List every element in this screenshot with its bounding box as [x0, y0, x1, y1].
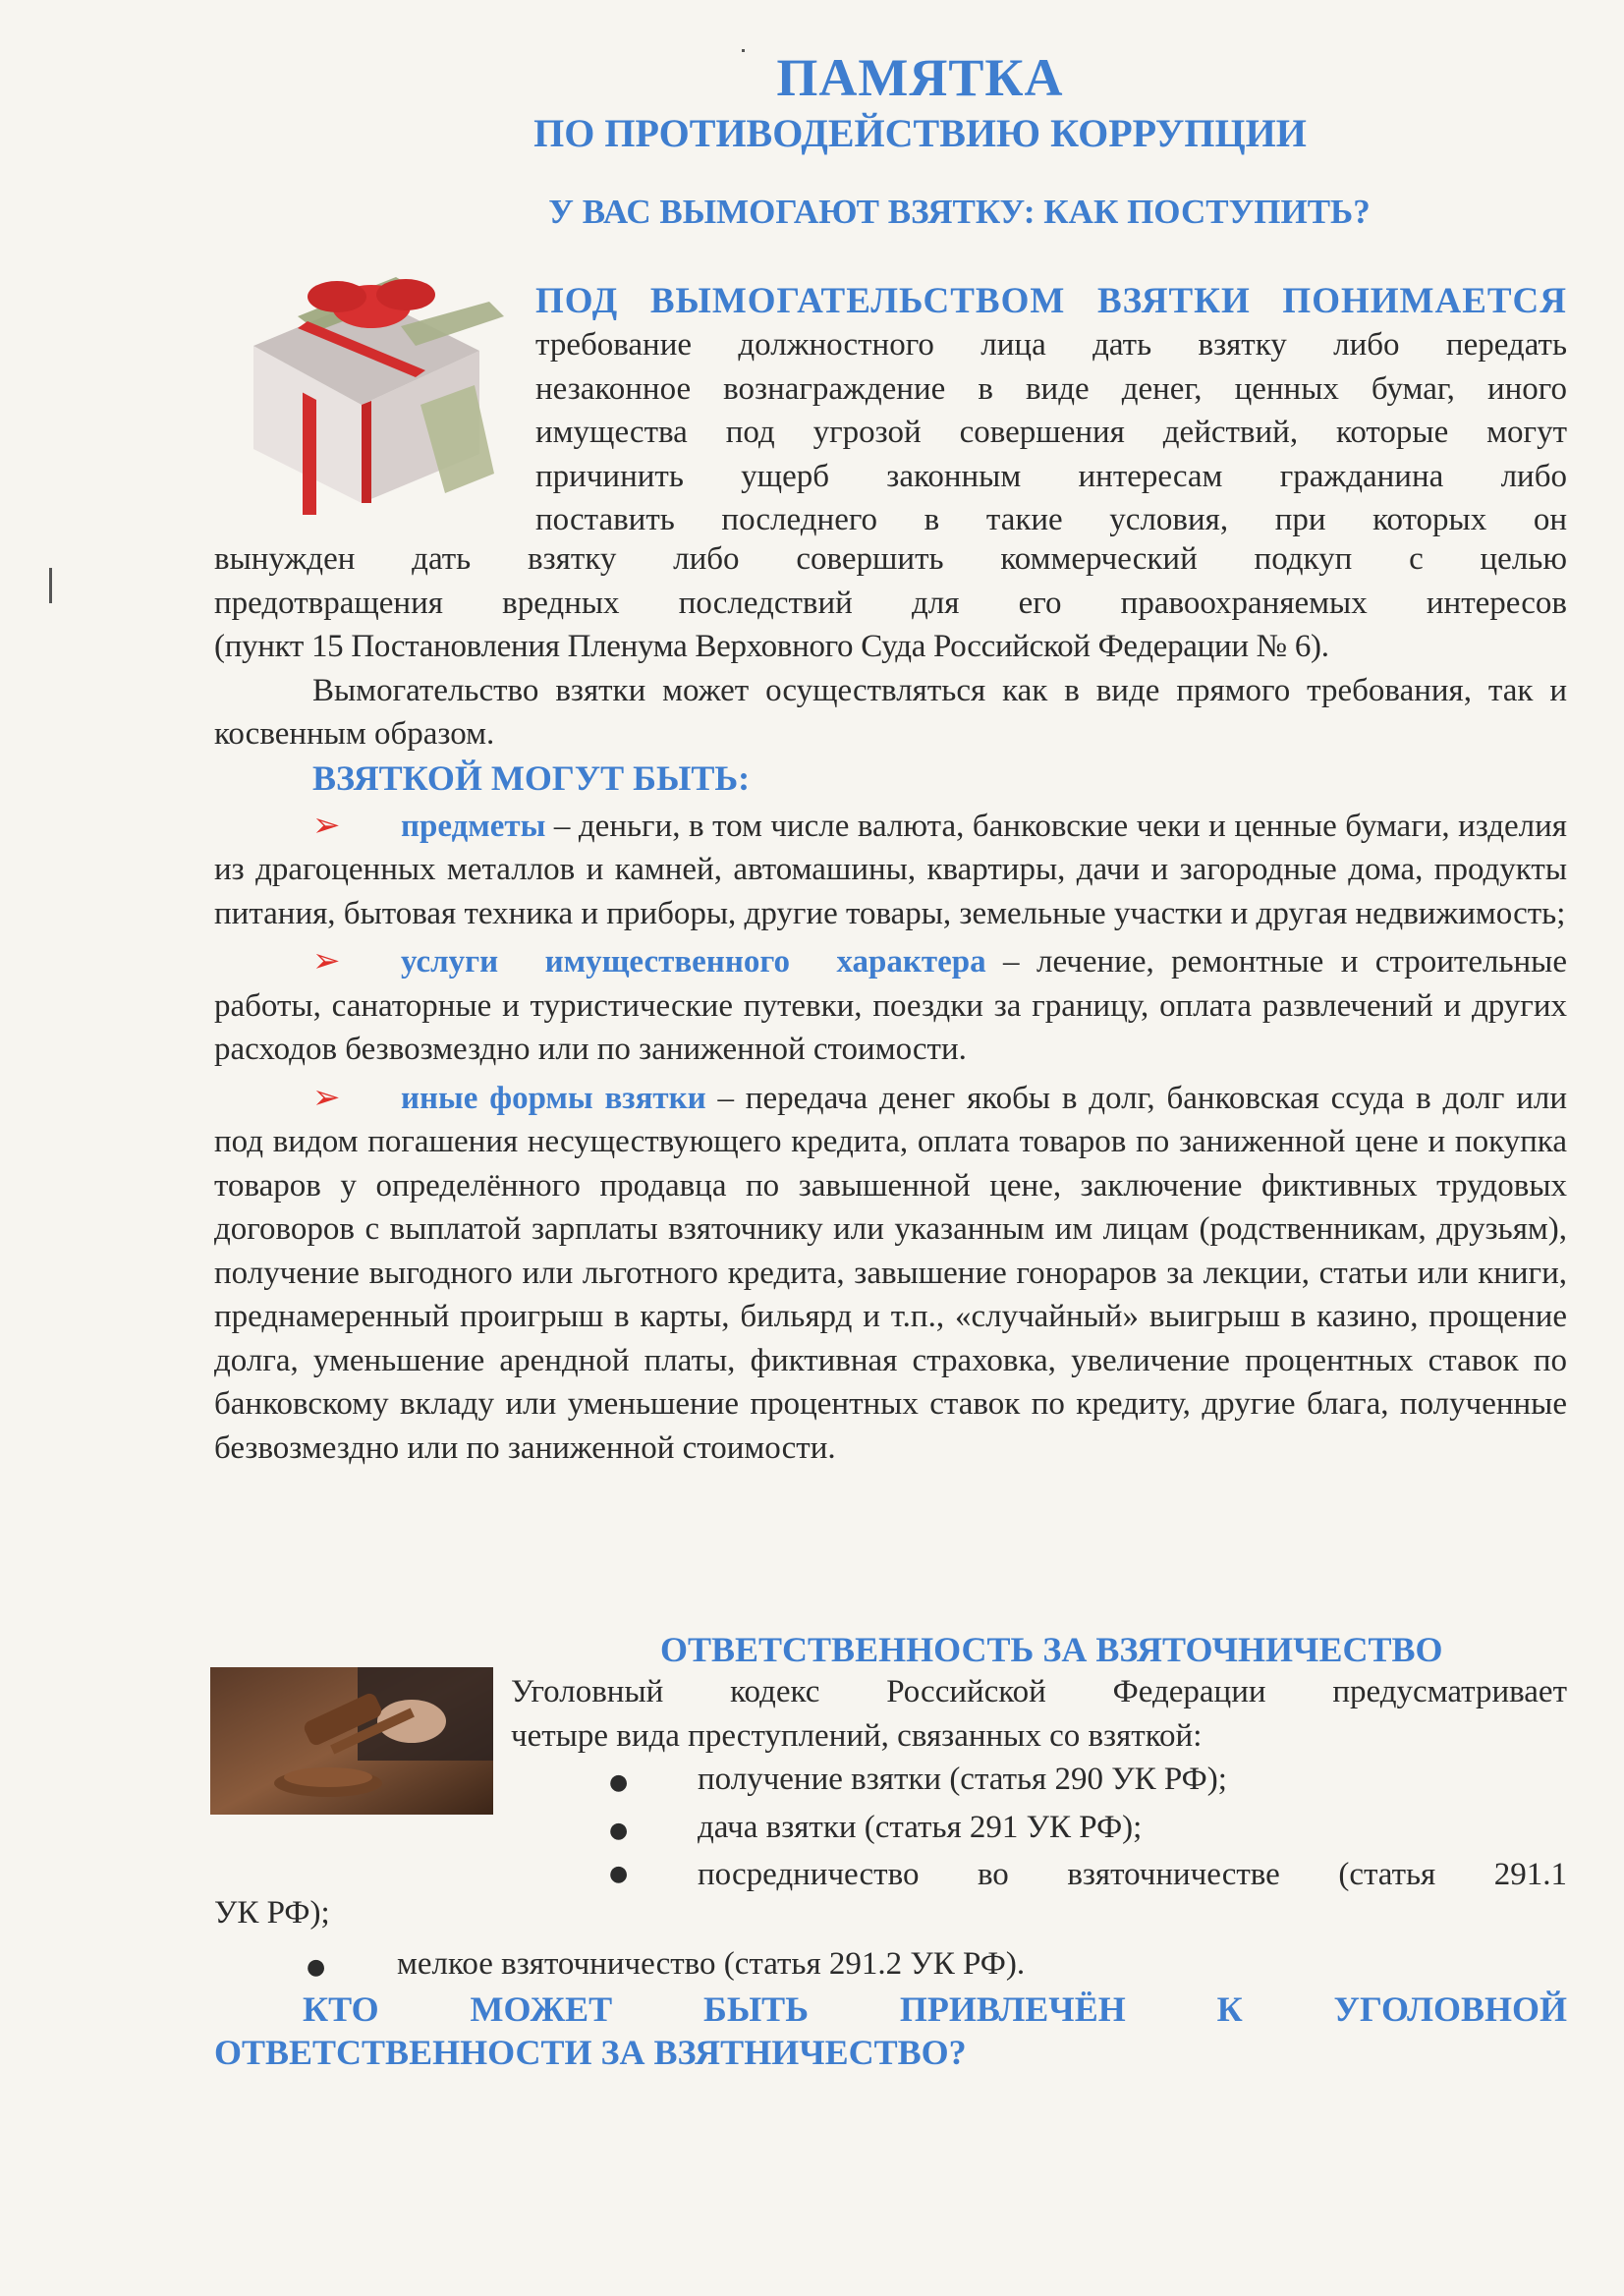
bribe-type-term: услуги имущественного характера: [401, 944, 986, 980]
crime-text: посредничество во взяточничестве (статья 291.1: [698, 1857, 1567, 1892]
bribe-types-heading: ВЗЯТКОЙ МОГУТ БЫТЬ:: [312, 757, 751, 798]
round-bullet-icon: ●: [609, 1818, 629, 1843]
who-liable-heading-line: КТО МОЖЕТ БЫТЬ ПРИВЛЕЧЁН К УГОЛОВНОЙ: [303, 1989, 1567, 2029]
crime-item: [307, 1942, 1025, 1990]
round-bullet-icon: ●: [609, 1862, 629, 1886]
definition-line: требование должностного лица дать взятку либо передать: [535, 327, 1567, 363]
responsibility-intro: Уголовный кодекс Российской Федерации предусматривает: [511, 1674, 1567, 1709]
definition-continuation: [214, 537, 1567, 1470]
crime-item: [511, 1758, 1567, 1806]
bribe-type-term: предметы: [401, 808, 546, 844]
definition-line: поставить последнего в такие условия, при которых он: [535, 502, 1567, 537]
bribe-type-item: [214, 1076, 1567, 1471]
crime-text: дача взятки (статья 291 УК РФ);: [698, 1809, 1143, 1845]
bribe-type-item: [214, 939, 1567, 1072]
bribe-type-text: – деньги, в том числе валюта, банковские чеки и ценные бумаги, изделия из драгоценных металлов и камней, автомашины, квартиры, дачи и загородные дома, продукты питания, бытовая техника и приборы, другие товары, земельные участки и другая недвижимость;: [214, 808, 1567, 931]
page-subtitle: ПО ПРОТИВОДЕЙСТВИЮ КОРРУПЦИИ: [533, 111, 1307, 155]
red-arrow-bullet-icon: ➢: [312, 1077, 341, 1117]
scan-mark: [742, 49, 745, 52]
responsibility-heading: ОТВЕТСТВЕННОСТЬ ЗА ВЗЯТОЧНИЧЕСТВО: [660, 1630, 1443, 1669]
bribe-type-item: [214, 804, 1567, 936]
round-bullet-icon: ●: [307, 1955, 326, 1980]
red-arrow-bullet-icon: ➢: [312, 941, 341, 980]
who-liable-heading: [214, 1988, 1567, 2074]
definition-heading: ПОД ВЫМОГАТЕЛЬСТВОМ ВЗЯТКИ ПОНИМАЕТСЯ: [535, 281, 1567, 321]
red-arrow-bullet-icon: ➢: [312, 805, 341, 845]
crime-text: получение взятки (статья 290 УК РФ);: [698, 1762, 1227, 1797]
responsibility-intro: четыре вида преступлений, связанных со взяткой:: [511, 1717, 1203, 1754]
round-bullet-icon: ●: [609, 1770, 629, 1795]
bribe-type-text: – передача денег якобы в долг, банковская ссуда в долг или под видом погашения несуществующего кредита, оплата товаров по заниженной цене и покупка товаров у определённого продавца по завышенной цене, заключение фиктивных трудовых договоров с выплатой зарплаты взяточнику или указанным им лицам (родственникам, друзьям), получение выгодного или льготного кредита, завышение гонораров за лекции, статьи или книги, преднамеренный проигрыш в карты, бильярд и т.п., «случайный» выигрыш в казино, прощение долга, уменьшение арендной платы, фиктивная страховка, увеличение процентных ставок по банковскому вкладу или уменьшение процентных ставок по кредиту, другие блага, полученные безвозмездно или по заниженной стоимости.: [214, 1080, 1567, 1466]
scan-mark: [49, 568, 52, 603]
judge-gavel-icon: [210, 1667, 493, 1815]
bribe-type-text: – лечение, ремонтные и строительные работы, санаторные и туристические путевки, поездки за границу, оплата развлечений и других расходов безвозмездно или по заниженной стоимости.: [214, 944, 1567, 1067]
crime-item: [511, 1853, 1567, 1897]
page-question: У ВАС ВЫМОГАЮТ ВЗЯТКУ: КАК ПОСТУПИТЬ?: [548, 193, 1371, 231]
who-liable-heading-line: ОТВЕТСТВЕННОСТИ ЗА ВЗЯТНИЧЕСТВО?: [214, 2033, 967, 2072]
gift-box-with-money-icon: [224, 257, 509, 515]
crime-item: [511, 1806, 1567, 1854]
definition-continuation-line: вынужден дать взятку либо совершить коммерческий подкуп с целью: [214, 541, 1567, 577]
page-title: ПАМЯТКА: [776, 48, 1064, 107]
definition-continuation-line: (пункт 15 Постановления Пленума Верховного Суда Российской Федерации № 6).: [214, 629, 1329, 664]
responsibility-block: [511, 1670, 1567, 1897]
bribe-type-term: иные формы взятки: [401, 1080, 706, 1116]
crime-continuation: УК РФ);: [214, 1895, 330, 1931]
definition-block: [535, 280, 1567, 542]
definition-line: имущества под угрозой совершения действий, которые могут: [535, 415, 1567, 450]
extortion-paragraph: Вымогательство взятки может осуществляться как в виде прямого требования, так и косвенным образом.: [214, 672, 1567, 752]
definition-continuation-line: предотвращения вредных последствий для его правоохраняемых интересов: [214, 585, 1567, 621]
definition-line: причинить ущерб законным интересам гражданина либо: [535, 458, 1567, 494]
crime-text: мелкое взяточничество (статья 291.2 УК РФ).: [397, 1946, 1026, 1982]
definition-line: незаконное вознаграждение в виде денег, ценных бумаг, иного: [535, 370, 1567, 407]
